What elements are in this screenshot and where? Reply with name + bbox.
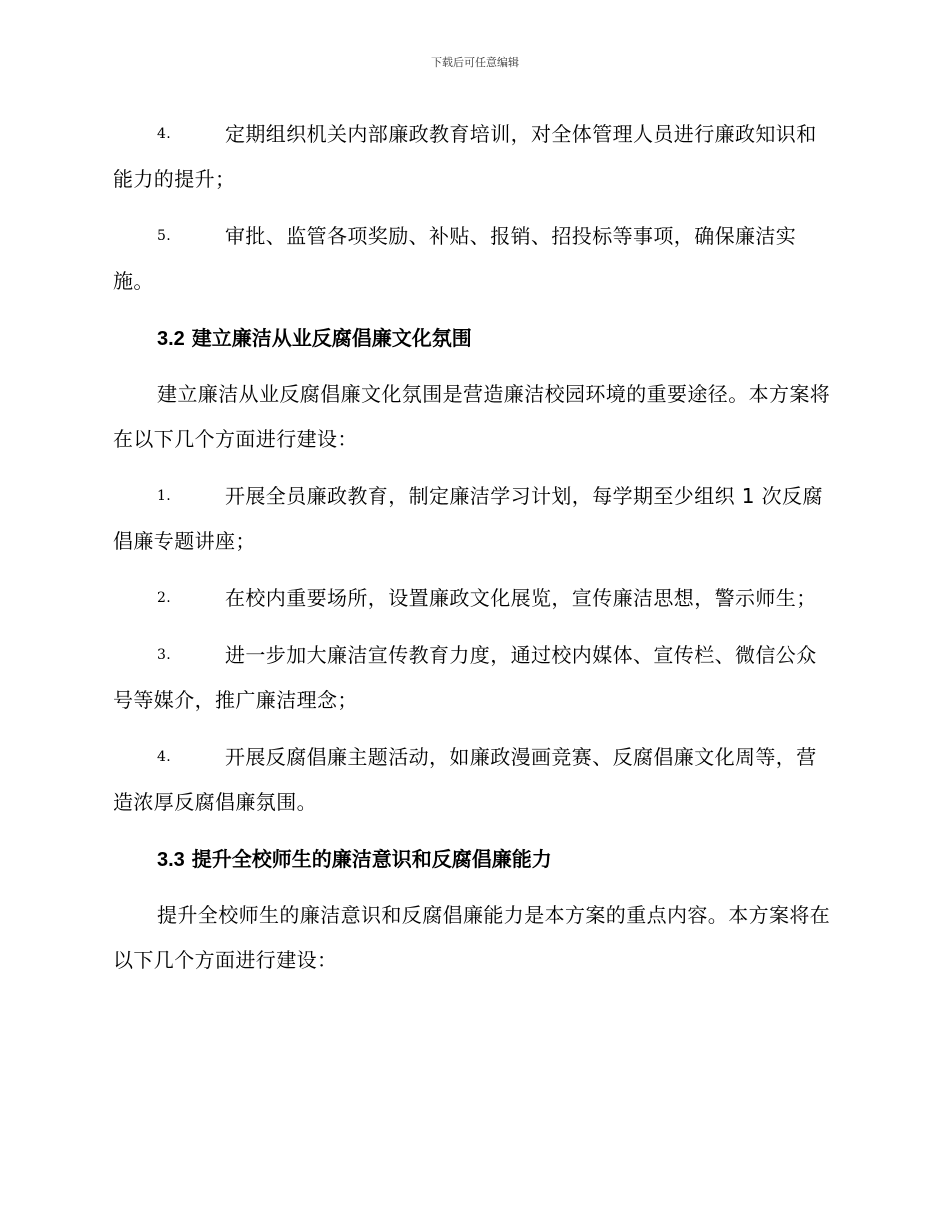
paragraph: 提升全校师生的廉洁意识和反腐倡廉能力是本方案的重点内容。本方案将在以下几个方面进行建设： [113, 903, 831, 972]
page-header: 下载后可任意编辑 [431, 56, 519, 69]
list-item [113, 112, 835, 202]
list-item [113, 633, 835, 723]
section-number: 3.3 [157, 849, 185, 871]
list-number: 1. [157, 488, 172, 504]
list-text: 开展全员廉政教育，制定廉洁学习计划，每学期至少组织 1 次反腐倡廉专题讲座； [113, 484, 823, 553]
list-number: 4. [157, 749, 172, 765]
list-item [113, 214, 835, 304]
list-text: 审批、监管各项奖励、补贴、报销、招投标等事项，确保廉洁实施。 [113, 224, 797, 293]
list-number: 5. [157, 228, 172, 244]
document-body [113, 112, 835, 995]
list-text: 进一步加大廉洁宣传教育力度，通过校内媒体、宣传栏、微信公众号等媒介，推广廉洁理念； [113, 643, 817, 712]
list-text: 在校内重要场所，设置廉政文化展览，宣传廉洁思想，警示师生； [225, 586, 817, 610]
section-heading [113, 837, 835, 883]
section-title: 提升全校师生的廉洁意识和反腐倡廉能力 [191, 847, 552, 871]
section-number: 3.2 [157, 328, 185, 350]
list-item [113, 576, 835, 621]
list-text: 开展反腐倡廉主题活动，如廉政漫画竞赛、反腐倡廉文化周等，营造浓厚反腐倡廉氛围。 [113, 745, 817, 814]
paragraph: 建立廉洁从业反腐倡廉文化氛围是营造廉洁校园环境的重要途径。本方案将在以下几个方面进行建设： [113, 382, 831, 451]
list-number: 3. [157, 647, 172, 663]
list-text: 定期组织机关内部廉政教育培训，对全体管理人员进行廉政知识和能力的提升； [113, 122, 817, 191]
list-item [113, 735, 835, 825]
list-number: 4. [157, 126, 172, 142]
section-title: 建立廉洁从业反腐倡廉文化氛围 [191, 326, 472, 350]
list-item [113, 474, 835, 564]
section-heading [113, 316, 835, 362]
list-number: 2. [157, 590, 172, 606]
